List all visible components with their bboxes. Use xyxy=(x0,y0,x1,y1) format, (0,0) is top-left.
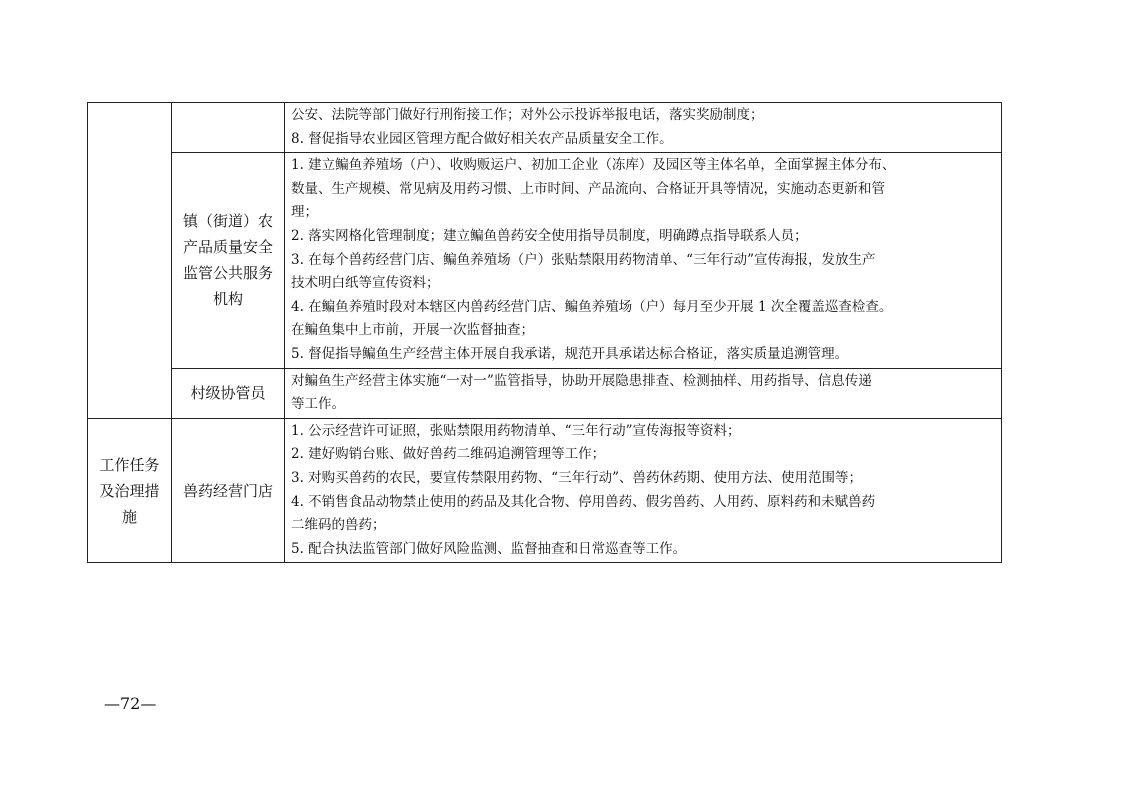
content-line: 1. 建立鳊鱼养殖场（户）、收购贩运户、初加工企业（冻库）及园区等主体名单，全面掌握主体分布、 xyxy=(291,157,896,174)
role-cell xyxy=(172,418,285,563)
content-line: 2. 建好购销台账、做好兽药二维码追溯管理等工作； xyxy=(291,446,606,463)
content-line: 8. 督促指导农业园区管理方配合做好相关农产品质量安全工作。 xyxy=(291,130,673,147)
content-line: 3. 在每个兽药经营门店、鳊鱼养殖场（户）张贴禁限用药物清单、“三年行动”宣传海报，发放生产 xyxy=(291,251,876,268)
content-line: 二维码的兽药； xyxy=(291,517,386,534)
content-line: 1. 公示经营许可证照，张贴禁限用药物清单、“三年行动”宣传海报等资料； xyxy=(291,422,741,439)
content-line: 4. 不销售食品动物禁止使用的药品及其化合物、停用兽药、假劣兽药、人用药、原料药和未赋兽药 xyxy=(291,493,876,510)
content-line: 在鳊鱼集中上市前，开展一次监督抽查； xyxy=(291,322,534,339)
content-cell xyxy=(285,103,1002,153)
table-row xyxy=(88,418,1002,563)
content-cell xyxy=(285,368,1002,418)
table-row xyxy=(88,103,1002,153)
content-line: 理； xyxy=(291,204,318,221)
content-line: 3. 对购买兽药的农民，要宣传禁限用药物、“三年行动”、兽药休药期、使用方法、使用范围等； xyxy=(291,469,862,486)
section-cell xyxy=(88,418,172,563)
section-cell-empty xyxy=(88,103,172,419)
content-line: 数量、生产规模、常见病及用药习惯、上市时间、产品流向、合格证开具等情况，实施动态更新和管 xyxy=(291,180,885,197)
content-line: 4. 在鳊鱼养殖时段对本辖区内兽药经营门店、鳊鱼养殖场（户）每月至少开展 1 次全覆盖巡查检查。 xyxy=(291,298,893,315)
role-label-drug-store: 兽药经营门店 xyxy=(182,481,273,500)
role-cell xyxy=(172,368,285,418)
table-row xyxy=(88,153,1002,368)
content-cell xyxy=(285,418,1002,563)
role-cell xyxy=(172,153,285,368)
content-line: 2. 落实网格化管理制度；建立鳊鱼兽药安全使用指导员制度，明确蹲点指导联系人员； xyxy=(291,227,808,244)
role-cell-empty xyxy=(172,103,285,153)
content-line: 等工作。 xyxy=(291,396,345,413)
task-table xyxy=(87,102,1002,563)
content-cell xyxy=(285,153,1002,368)
page-number: —72— xyxy=(104,694,157,713)
content-line: 5. 配合执法监管部门做好风险监测、监督抽查和日常巡查等工作。 xyxy=(291,540,687,557)
section-label-tasks-measures: 工作任务及治理措施 xyxy=(99,455,160,526)
content-line: 公安、法院等部门做好行刑衔接工作；对外公示投诉举报电话，落实奖励制度； xyxy=(291,107,764,123)
content-line: 对鳊鱼生产经营主体实施“一对一”监管指导，协助开展隐患排查、检测抽样、用药指导、信息传递 xyxy=(291,372,872,389)
content-line: 技术明白纸等宣传资料； xyxy=(291,275,440,292)
table-row xyxy=(88,368,1002,418)
content-line: 5. 督促指导鳊鱼生产经营主体开展自我承诺，规范开具承诺达标合格证，落实质量追溯管理。 xyxy=(291,345,849,362)
role-label-town-agency: 镇（街道）农产品质量安全监管公共服务机构 xyxy=(182,212,273,309)
role-label-village-coordinator: 村级协管员 xyxy=(190,384,266,403)
